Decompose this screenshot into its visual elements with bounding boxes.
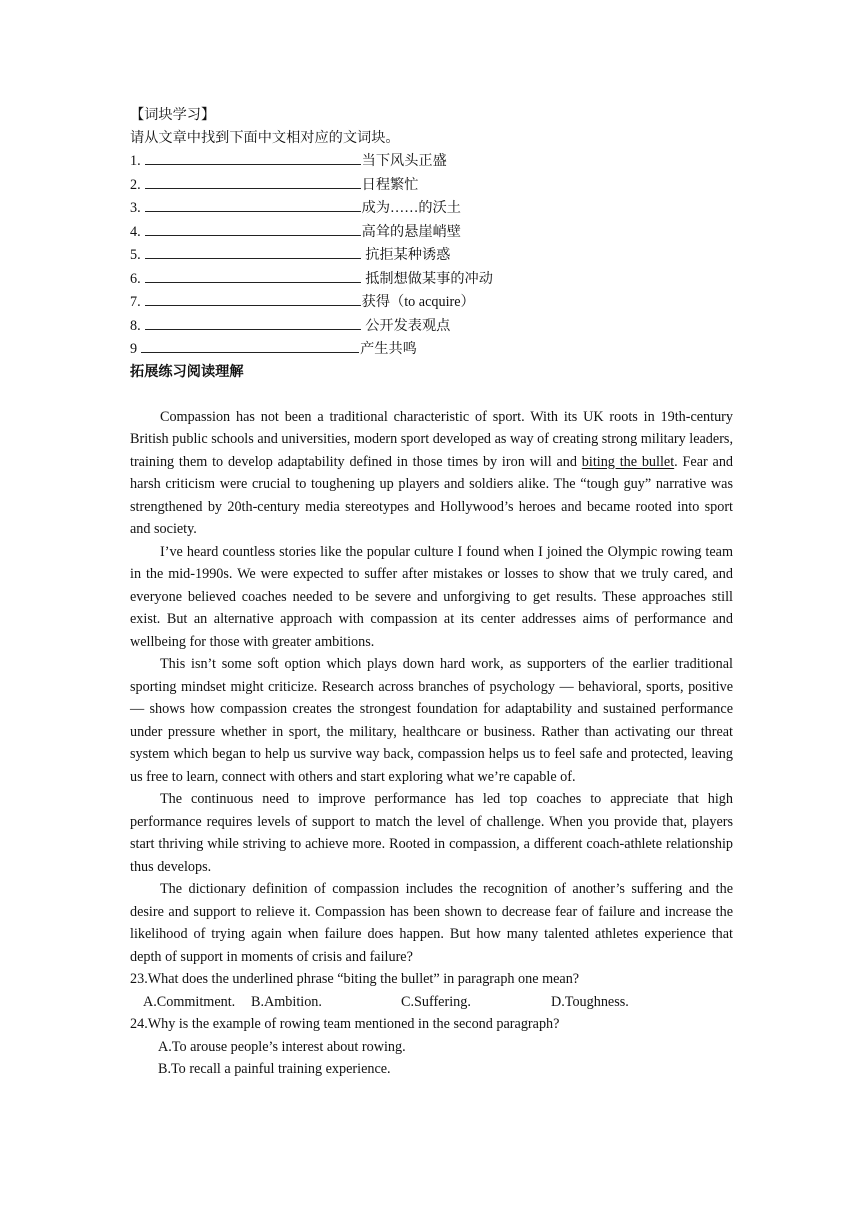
- item-number: 2.: [130, 176, 141, 193]
- answer-blank[interactable]: [145, 290, 361, 306]
- vocab-item: [130, 149, 733, 173]
- section-title: 【词块学习】: [130, 107, 216, 123]
- vocab-item: [130, 267, 733, 291]
- item-meaning: 成为……的沃土: [361, 200, 461, 216]
- option-b[interactable]: B.Ambition.: [251, 993, 322, 1010]
- vocab-item: [130, 337, 733, 361]
- question-23: 23.What does the underlined phrase “biting the bullet” in paragraph one mean?: [130, 971, 580, 987]
- paragraph-1: [130, 406, 733, 541]
- item-number: 3.: [130, 200, 141, 216]
- item-number: 6.: [130, 270, 141, 287]
- item-number: 1.: [130, 153, 141, 169]
- vocab-item: [130, 243, 733, 267]
- item-meaning: 抵制想做某事的冲动: [361, 270, 493, 287]
- item-meaning: 公开发表观点: [361, 317, 451, 334]
- answer-blank[interactable]: [145, 196, 361, 212]
- vocab-item: [130, 196, 733, 220]
- question-23-options: [130, 991, 733, 1014]
- item-meaning: 抗拒某种诱惑: [361, 247, 451, 263]
- item-meaning: 当下风头正盛: [361, 153, 447, 169]
- vocab-item: [130, 314, 733, 338]
- option-a[interactable]: A.To arouse people’s interest about rowing.: [158, 1038, 406, 1055]
- answer-blank[interactable]: [145, 267, 361, 283]
- blank-line: [130, 383, 733, 406]
- answer-blank[interactable]: [145, 243, 361, 259]
- worksheet-page: [130, 104, 733, 1081]
- item-meaning: 高耸的悬崖峭壁: [361, 223, 461, 240]
- paragraph-5: The dictionary definition of compassion includes the recognition of another’s suffering and the desire and support to relieve it. Compassion has been shown to decrease fear of failure and increase the likelihood of trying again when failure does happen. But how many talented athletes experience that depth of support in moments of crisis and failure?: [130, 881, 733, 965]
- paragraph-1-text-a: Compassion has not been a traditional characteristic of sport. With its UK roots in 19th-century British public schools and universities, modern sport developed as way of creating strong military leaders, training them to develop adaptability defined in those times by iron will and: [130, 408, 733, 470]
- item-number: 7.: [130, 294, 141, 310]
- paragraph-3: This isn’t some soft option which plays down hard work, as supporters of the earlier traditional sporting mindset might criticize. Research across branches of psychology — behavioral, sports, positive — shows how compassion creates the strongest foundation for adaptability and sustained performance under pressure whether in sport, the military, healthcare or business. Rather than activating our threat system which began to help us survive way back, compassion helps us to feel safe and protected, leaving us free to learn, connect with others and start exploring what we’re capable of.: [130, 656, 733, 785]
- instruction: 请从文章中找到下面中文相对应的文词块。: [130, 129, 400, 146]
- item-number: 9: [130, 341, 138, 357]
- question-24: 24.Why is the example of rowing team mentioned in the second paragraph?: [130, 1016, 560, 1032]
- option-d[interactable]: D.Toughness.: [551, 993, 629, 1010]
- item-meaning: 日程繁忙: [361, 176, 419, 193]
- reading-title: 拓展练习阅读理解: [130, 363, 244, 380]
- item-number: 4.: [130, 223, 141, 240]
- paragraph-4: The continuous need to improve performance has led top coaches to appreciate that high performance requires levels of support to match the level of challenge. When you provide that, players start thriving while striving to achieve more. Rooted in compassion, a different coach-athlete relationship thus develops.: [130, 791, 733, 875]
- vocab-item: [130, 220, 733, 244]
- answer-blank[interactable]: [145, 173, 361, 189]
- item-number: 8.: [130, 317, 141, 334]
- item-number: 5.: [130, 247, 141, 263]
- paragraph-1-text-b: . Fear and harsh criticism were crucial to toughening up players and soldiers alike. The “tough guy” narrative was strengthened by 20th-century media stereotypes and Hollywood’s heroes and became rooted into sport and society.: [130, 453, 734, 537]
- option-c[interactable]: C.Suffering.: [401, 993, 471, 1010]
- vocab-item: [130, 173, 733, 197]
- item-meaning: 产生共鸣: [360, 341, 417, 357]
- vocab-item: [130, 290, 733, 314]
- option-a[interactable]: A.Commitment.: [143, 993, 236, 1010]
- answer-blank[interactable]: [145, 314, 361, 330]
- answer-blank[interactable]: [145, 220, 361, 236]
- underlined-phrase: biting the bullet: [581, 453, 675, 470]
- paragraph-2: I’ve heard countless stories like the popular culture I found when I joined the Olympic rowing team in the mid-1990s. We were expected to suffer after mistakes or losses to show that we truly cared, and everyone believed coaches needed to be severe and unforgiving to get results. These approaches still exist. But an alternative approach with compassion at its center addresses aims of performance and wellbeing for those with greater ambitions.: [130, 543, 733, 650]
- vocab-list: [130, 149, 733, 361]
- answer-blank[interactable]: [141, 337, 359, 353]
- item-meaning: 获得（to acquire）: [361, 294, 475, 310]
- answer-blank[interactable]: [145, 149, 361, 165]
- option-b[interactable]: B.To recall a painful training experience.: [158, 1061, 391, 1077]
